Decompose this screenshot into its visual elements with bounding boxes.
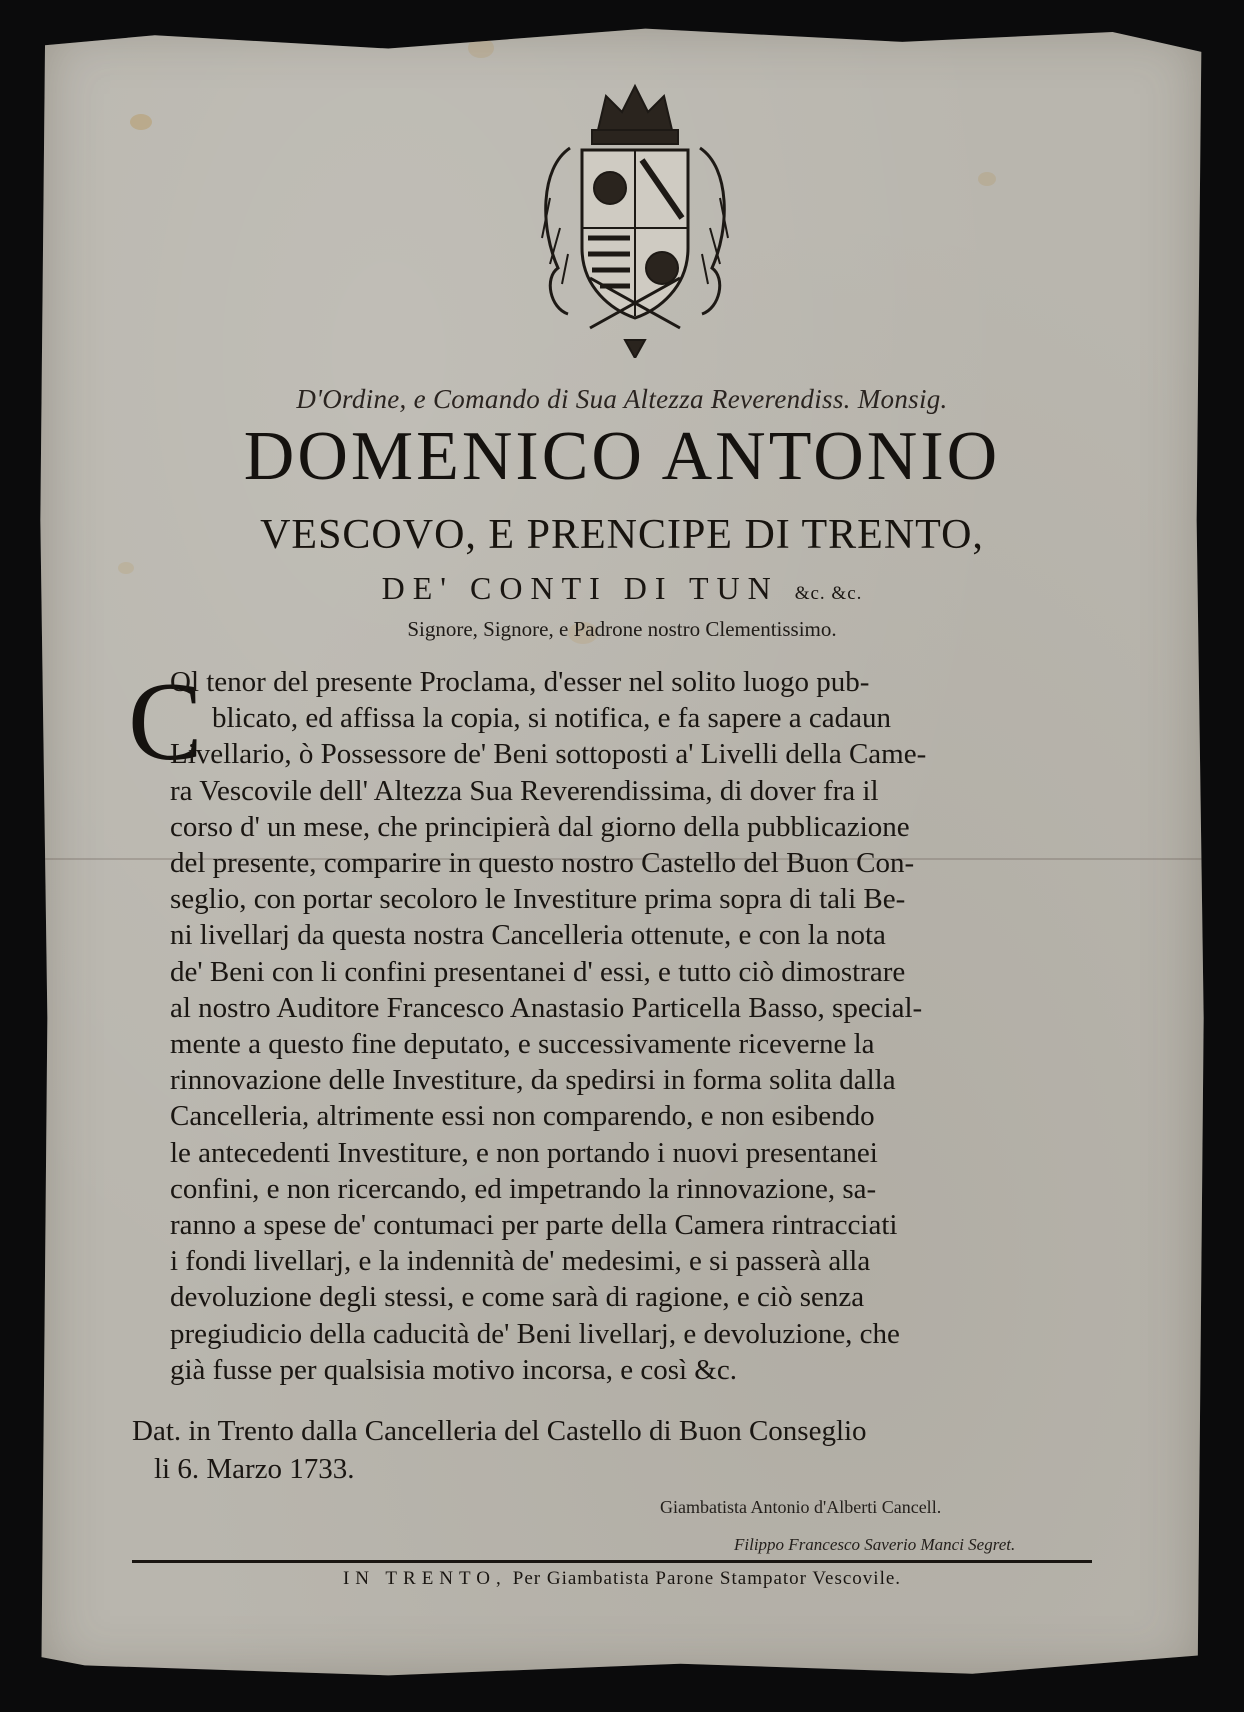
body-line: ni livellarj da questa nostra Cancelleria ottenute, e con la nota (170, 919, 886, 952)
proclamation-body (170, 664, 1132, 1388)
body-line: Ol tenor del presente Proclama, d'esser nel solito luogo pub- (170, 666, 870, 698)
body-line: ra Vescovile dell' Altezza Sua Reverendissima, di dover fra il (170, 774, 879, 807)
family-etc: &c. &c. (794, 583, 863, 604)
dated-line: Dat. in Trento dalla Cancelleria del Castello di Buon Conseglio (132, 1415, 867, 1447)
family-line (0, 572, 1244, 604)
imprint-place: IN TRENTO, (342, 1568, 507, 1589)
body-line: confini, e non ricercando, ed impetrando la rinnovazione, sa- (170, 1172, 877, 1205)
lord-line: Signore, Signore, e Padrone nostro Clementissimo. (407, 617, 837, 641)
body-line: al nostro Auditore Francesco Anastasio Particella Basso, special- (170, 991, 923, 1024)
body-line: seglio, con portar secoloro le Investiture prima sopra di tali Be- (170, 883, 906, 916)
printer-imprint (0, 1568, 1244, 1590)
footer-rule (132, 1560, 1092, 1563)
imprint-printer: Per Giambatista Parone Stampator Vescovile. (512, 1568, 902, 1589)
body-line: Livellario, ò Possessore de' Beni sottoposti a' Livelli della Came- (170, 738, 927, 771)
order-line: D'Ordine, e Comando di Sua Altezza Reverendiss. Monsig. (296, 384, 948, 414)
paper-stain (130, 114, 152, 130)
body-line: del presente, comparire in questo nostro Castello del Buon Con- (170, 847, 915, 880)
body-line: ranno a spese de' contumaci per parte della Camera rintracciati (170, 1209, 898, 1242)
drop-cap: C (128, 660, 203, 784)
body-line: mente a questo fine deputato, e successivamente riceverne la (170, 1028, 875, 1061)
body-line: Cancelleria, altrimente essi non comparendo, e non esibendo (170, 1100, 875, 1133)
body-line: de' Beni con li confini presentanei d' essi, e tutto ciò dimostrare (170, 955, 906, 988)
body-line: le antecedenti Investiture, e non portando i nuovi presentanei (170, 1136, 878, 1169)
bishop-title: VESCOVO, E PRENCIPE DI TRENTO, (260, 512, 984, 558)
dated-block (132, 1412, 1132, 1488)
family-name: DE' CONTI DI TUN (381, 570, 779, 606)
body-line: blicato, ed affissa la copia, si notifica, e fa sapere a cadaun (212, 702, 892, 735)
body-line: corso d' un mese, che principierà dal giorno della pubblicazione (170, 810, 910, 843)
body-line: devoluzione degli stessi, e come sarà di ragione, e ciò senza (170, 1281, 865, 1314)
body-line: pregiudicio della caducità de' Beni livellarj, e devoluzione, che (170, 1317, 900, 1350)
paper-stain (468, 38, 494, 58)
body-line: già fusse per qualsisia motivo incorsa, e così &c. (170, 1353, 737, 1386)
episcopal-coat-of-arms-icon (530, 78, 740, 358)
chancellor-signature: Giambatista Antonio d'Alberti Cancell. (660, 1497, 942, 1517)
bishop-name: DOMENICO ANTONIO (243, 418, 1001, 495)
body-line: i fondi livellarj, e la indennità de' medesimi, e si passerà alla (170, 1245, 871, 1278)
secretary-signature: Filippo Francesco Saverio Manci Segret. (734, 1535, 1016, 1554)
paper-stain (978, 172, 996, 186)
body-line: rinnovazione delle Investiture, da spedirsi in forma solita dalla (170, 1064, 896, 1097)
dated-date: li 6. Marzo 1733. (154, 1453, 355, 1485)
